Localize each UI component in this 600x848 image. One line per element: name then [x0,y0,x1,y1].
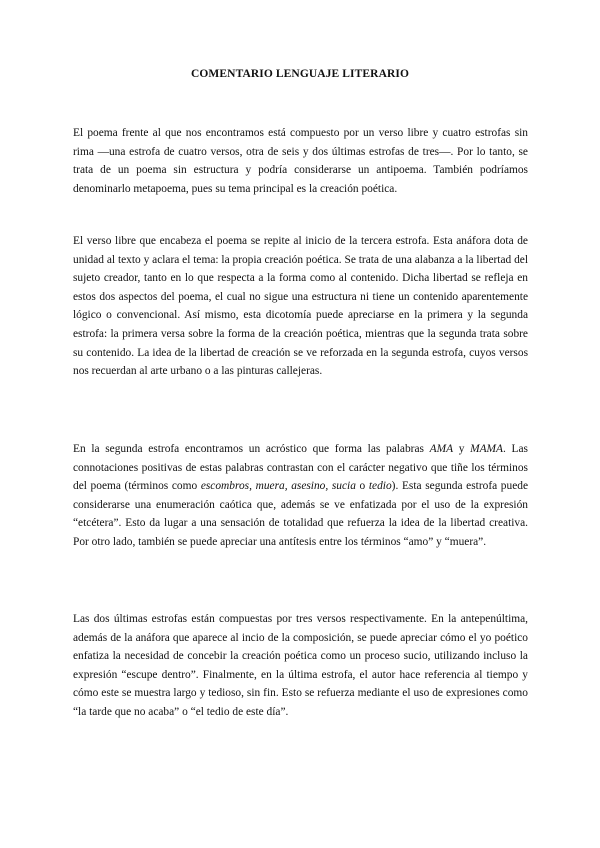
italic-term: MAMA [470,443,504,455]
paragraph-acrostic [73,440,528,552]
italic-term: AMA [429,443,454,455]
paragraph-text-segment: . Las connotaciones positivas de estas palabras contrastan con el carácter negativo que tiñe los términos del poema (términos como [73,443,528,493]
paragraph-text-segment: En la segunda estrofa encontramos un acróstico que forma las palabras [73,443,430,455]
paragraph-free-verse: El verso libre que encabeza el poema se repite al inicio de la tercera estrofa. Esta anáfora dota de unidad al texto y aclara el tema: la propia creación poética. Se trata de una alabanza a la libertad del sujeto creador, tanto en lo que respecta a la forma como al contenido. Dicha libertad se refleja en estos dos aspectos del poema, el cual no sigue una estructura ni tiene un contenido aparentemente lógico o convencional. Así mismo, esta dicotomía puede apreciarse en la primera y la segunda estrofa: la primera versa sobre la forma de la creación poética, mientras que la segunda trata sobre su contenido. La idea de la libertad de creación se ve reforzada en la segunda estrofa, cuyos versos nos recuerdan al arte urbano o a las pinturas callejeras. [73,235,528,378]
italic-term: escombros, muera, asesino, sucia [200,480,356,493]
paragraph-text-segment: y [453,443,471,455]
paragraph-text-segment: o [355,480,369,493]
italic-term: tedio [368,480,392,493]
document-title: COMENTARIO LENGUAJE LITERARIO [190,68,410,80]
paragraph-final-stanzas: Las dos últimas estrofas están compuestas por tres versos respectivamente. En la antepenúltima, además de la anáfora que aparece al incio de la composición, se puede apreciar cómo el yo poético enfatiza la necesidad de concebir la creación poética como un proceso sucio, utilizando incluso la expresión “escupe dentro”. Finalmente, en la última estrofa, el autor hace referencia al tiempo y cómo este se muestra largo y tedioso, sin fin. Esto se refuerza mediante el uso de expresiones como “la tarde que no acaba” o “el tedio de este día”. [73,613,528,718]
paragraph-text-segment: ). Esta segunda estrofa puede considerarse una enumeración caótica que, además se ve enfatizada por el uso de la expresión “etcétera”. Esto da lugar a una sensación de totalidad que refuerza la idea de la libertad creativa. Por otro lado, también se puede apreciar una antítesis entre los términos “amo” y “muera”. [73,480,529,548]
paragraph-intro: El poema frente al que nos encontramos está compuesto por un verso libre y cuatro estrofas sin rima —una estrofa de cuatro versos, otra de seis y dos últimas estrofas de tres—. Por lo tanto, se trata de un poema sin estructura y podría considerarse un antipoema. También podríamos denominarlo metapoema, pues su tema principal es la creación poética. [73,127,528,195]
